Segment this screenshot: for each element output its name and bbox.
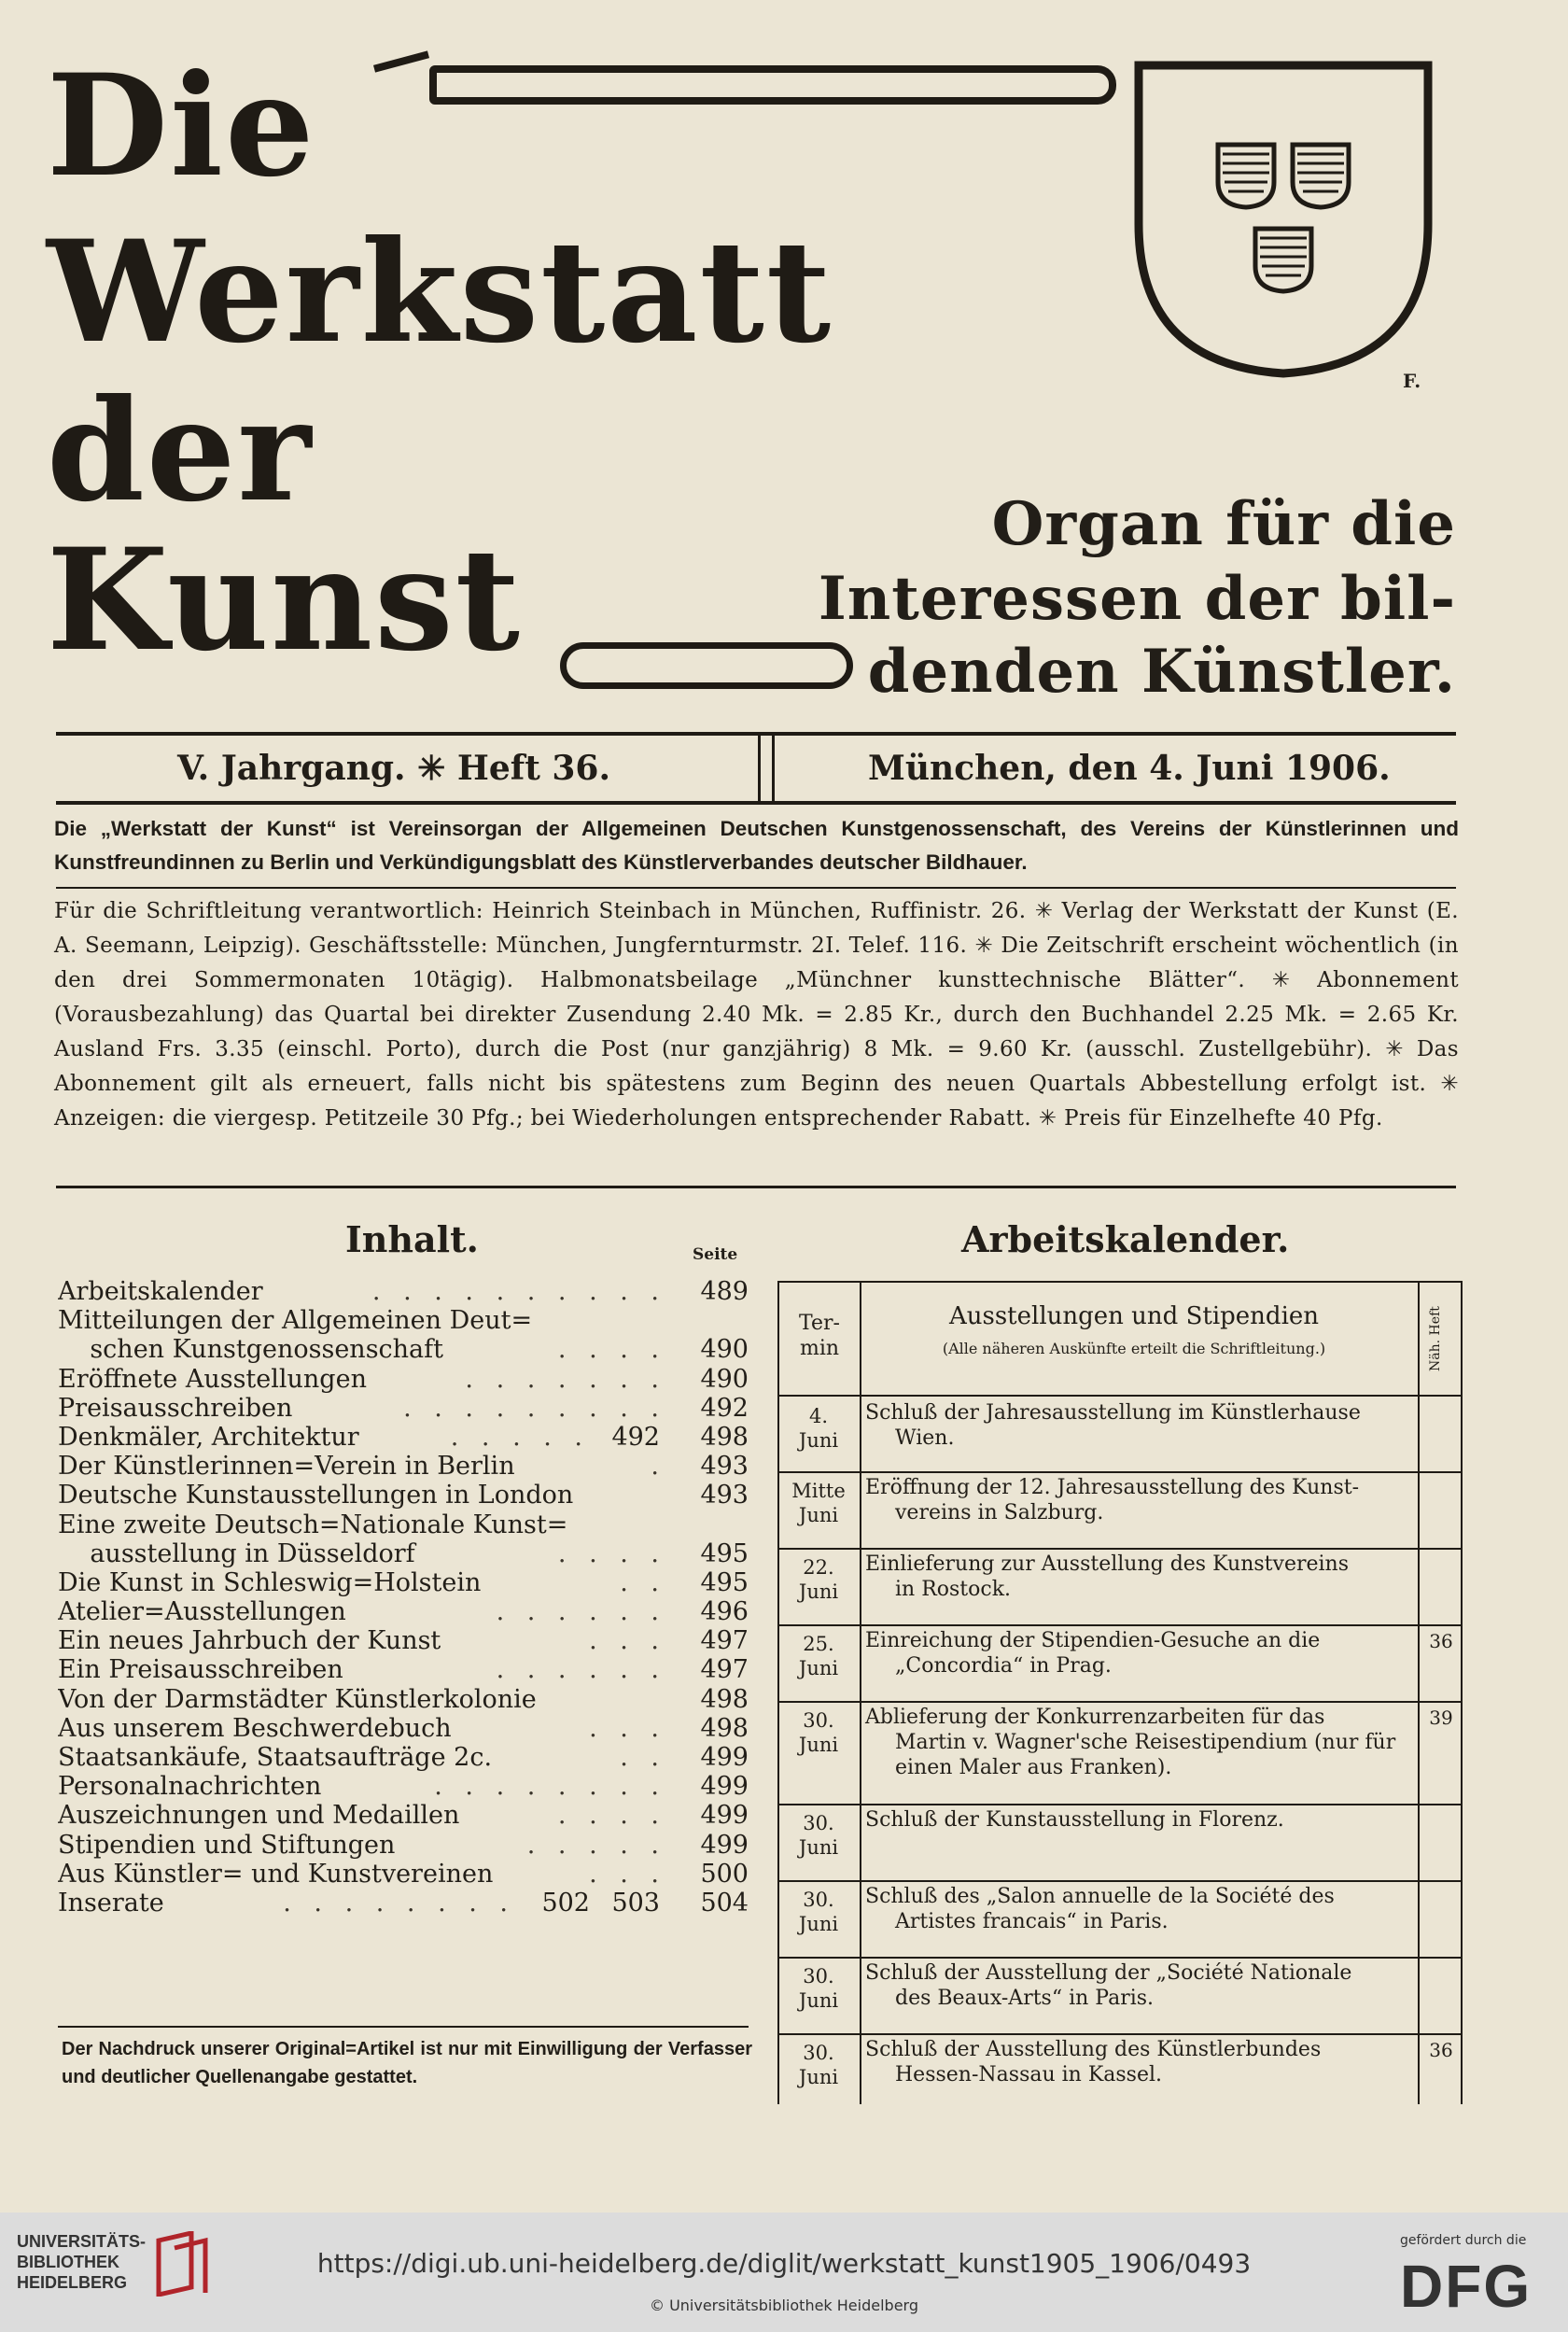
table-of-contents — [58, 1277, 749, 1918]
toc-title: Staatsankäufe, Staatsaufträge 2c. — [58, 1743, 493, 1772]
toc-leader-dots: . . . . . . — [496, 1655, 666, 1685]
calendar-entry-line: Schluß der Jahresausstellung im Künstlerhause — [865, 1401, 1361, 1425]
toc-title: Die Kunst in Schleswig=Holstein — [58, 1567, 482, 1597]
calendar-row — [779, 1957, 1461, 2035]
calendar-date: 30. Juni — [798, 1812, 839, 1859]
toc-page-number: 492 — [700, 1393, 749, 1423]
toc-page-number: 497 — [700, 1626, 749, 1656]
calendar-entry — [865, 1807, 1411, 1833]
divider-rule — [58, 2026, 749, 2028]
toc-title: Atelier=Ausstellungen — [58, 1597, 346, 1627]
toc-leader-dots: . . . — [589, 1859, 666, 1889]
toc-leader-dots: . — [651, 1452, 666, 1482]
calendar-date: 22. Juni — [798, 1556, 839, 1603]
toc-leader-dots: . . . . — [557, 1538, 666, 1568]
masthead-title-line-2: Werkstatt — [47, 210, 833, 374]
calendar-entry — [865, 1960, 1411, 2011]
calendar-col-note: (Alle näheren Auskünfte erteilt die Schriftleitung.) — [942, 1340, 1326, 1357]
toc-leader-dots: . . . . — [557, 1801, 666, 1831]
masthead-flourish-bottom — [560, 642, 853, 689]
toc-title: Aus Künstler= und Kunstvereinen — [58, 1859, 494, 1889]
toc-leader-dots: . . . . . . . . . . — [371, 1277, 666, 1306]
subtitle-line-3: denden Künstler. — [867, 637, 1456, 707]
calendar-entry-line: einen Maler aus Franken). — [895, 1756, 1172, 1779]
calendar-entry-line: Martin v. Wagner'sche Reisestipendium (nur für — [895, 1731, 1396, 1754]
toc-row — [58, 1394, 749, 1423]
toc-row — [58, 1423, 749, 1452]
imprint-text: Für die Schriftleitung verantwortlich: Heinrich Steinbach in München, Ruffinistr. 26. ✳ Verlag der Werkstatt der Kunst (E. A. Seemann, Leipzig). Geschäftsstelle: München, Jungfernturmstr. 2I. Telef. 116. ✳ Die Zeitschrift erscheint wöchentlich (in den drei Sommermonaten 10tägig). Halbmonatsbeilage „Münchner kunsttechnische Blätter“. ✳ Abonnement (Vorausbezahlung) das Quartal bei direkter Zusendung 2.40 Mk. = 2.85 Kr., durch den Buchhandel 2.25 Mk. = 2.65 Kr. Ausland Frs. 3.35 (einschl. Porto), durch die Post (nur ganzjährig) 8 Mk. = 9.60 Kr. (ausschl. Zustellgebühr). ✳ Das Abonnement gilt als erneuert, falls nicht bis spätestens zum Beginn des neuen Quartals Abbestellung erfolgt ist. ✳ Anzeigen: die viergesp. Petitzeile 30 Pfg.; bei Wiederholungen entsprechender Rabatt. ✳ Preis für Einzelhefte 40 Pfg. — [54, 899, 1459, 1131]
calendar-entry-line: Einreichung der Stipendien-Gesuche an die — [865, 1629, 1321, 1652]
toc-leader-dots: . . . . . . . . . — [403, 1393, 666, 1423]
issue-divider — [758, 736, 775, 801]
toc-row — [58, 1510, 749, 1539]
library-logo-text: UNIVERSITÄTS- BIBLIOTHEK HEIDELBERG — [17, 2232, 147, 2292]
reprint-notice: Der Nachdruck unserer Original=Artikel ist nur mit Einwilligung der Verfasser und deutlicher Quellenangabe gestattet. — [62, 2039, 752, 2087]
calendar-col-issue: Näh. Heft — [1428, 1306, 1443, 1371]
masthead-title-line-4: Kunst — [47, 518, 522, 682]
toc-row — [58, 1655, 749, 1684]
toc-page-number: 499 — [700, 1772, 749, 1802]
toc-leader-dots: . . — [620, 1743, 666, 1772]
contents-heading: Inhalt. — [345, 1218, 479, 1260]
calendar-issue-ref: 39 — [1429, 1707, 1453, 1729]
toc-title: ausstellung in Düsseldorf — [58, 1538, 415, 1568]
toc-row — [58, 1685, 749, 1714]
toc-page-number: 490 — [700, 1335, 749, 1365]
toc-row — [58, 1277, 749, 1306]
toc-row — [58, 1335, 749, 1364]
viewer-footer — [0, 2213, 1568, 2332]
calendar-entry-line: Artistes francais“ in Paris. — [895, 1910, 1169, 1933]
calendar-date: 30. Juni — [798, 2042, 839, 2088]
toc-page-extra: 503 — [611, 1888, 660, 1918]
calendar-row — [779, 1397, 1461, 1473]
toc-row — [58, 1568, 749, 1597]
toc-leader-dots: . . . . . . . . — [434, 1772, 666, 1802]
toc-row — [58, 1597, 749, 1626]
toc-leader-dots: . . . . . . . . — [283, 1888, 515, 1918]
toc-page-extra: 492 — [611, 1422, 660, 1452]
toc-page-number: 499 — [700, 1801, 749, 1831]
calendar-row — [779, 1701, 1461, 1805]
calendar-row — [779, 1624, 1461, 1703]
toc-title: Aus unserem Beschwerdebuch — [58, 1713, 452, 1743]
masthead-flourish-top — [429, 65, 1116, 105]
subtitle-line-1: Organ für die — [991, 489, 1456, 559]
coat-of-arms-shield-icon — [1129, 56, 1437, 383]
toc-row — [58, 1539, 749, 1568]
calendar-row — [779, 2033, 1461, 2108]
toc-title: Denkmäler, Architektur — [58, 1422, 359, 1452]
permalink-url[interactable]: https://digi.ub.uni-heidelberg.de/diglit/werkstatt_kunst1905_1906/0493 — [316, 2248, 1252, 2279]
toc-row — [58, 1481, 749, 1510]
toc-title: Eine zweite Deutsch=Nationale Kunst= — [58, 1510, 568, 1539]
calendar-entry-line: Ablieferung der Konkurrenzarbeiten für das — [865, 1706, 1325, 1729]
divider-rule — [56, 1186, 1456, 1188]
toc-page-number: 500 — [700, 1859, 749, 1889]
toc-row — [58, 1365, 749, 1394]
toc-leader-dots: . . . . . — [526, 1830, 666, 1860]
calendar-date: 25. Juni — [798, 1633, 839, 1679]
toc-title: Personalnachrichten — [58, 1772, 322, 1802]
toc-title: Deutsche Kunstausstellungen in London — [58, 1481, 574, 1510]
calendar-entry — [865, 1552, 1411, 1602]
calendar-entry — [865, 1475, 1411, 1525]
masthead-title-line-3: der — [47, 369, 314, 533]
toc-row — [58, 1306, 749, 1335]
toc-leader-dots: . . . — [589, 1713, 666, 1743]
divider-rule — [56, 887, 1456, 889]
page-column-label: Seite — [693, 1245, 738, 1264]
calendar-date: 30. Juni — [798, 1889, 839, 1935]
calendar-entry — [865, 1705, 1411, 1780]
masthead-title-line-1: Die — [47, 44, 316, 208]
toc-page-extra: 502 — [541, 1888, 590, 1918]
toc-page-number: 495 — [700, 1567, 749, 1597]
calendar-entry-line: des Beaux-Arts“ in Paris. — [895, 1987, 1155, 2010]
calendar-entry-line: Schluß der Ausstellung der „Société Nationale — [865, 1961, 1352, 1985]
calendar-heading: Arbeitskalender. — [961, 1218, 1290, 1260]
calendar-entry-line: Wien. — [895, 1426, 955, 1450]
calendar-entry — [865, 1628, 1411, 1679]
calendar-entry-line: Schluß des „Salon annuelle de la Société des — [865, 1885, 1335, 1908]
toc-page-number: 489 — [700, 1277, 749, 1306]
calendar-row — [779, 1548, 1461, 1626]
toc-leader-dots: . . — [620, 1567, 666, 1597]
calendar-row — [779, 1804, 1461, 1882]
calendar-entry-line: Schluß der Kunstausstellung in Florenz. — [865, 1808, 1284, 1832]
funding-label: gefördert durch die — [1400, 2233, 1527, 2248]
toc-page-number: 499 — [700, 1830, 749, 1860]
calendar-col-title — [863, 1301, 1405, 1364]
toc-page-number: 498 — [700, 1422, 749, 1452]
toc-title: Ein neues Jahrbuch der Kunst — [58, 1626, 441, 1656]
toc-leader-dots: . . . — [589, 1626, 666, 1656]
calendar-table — [777, 1281, 1463, 2104]
toc-page-number: 496 — [700, 1597, 749, 1627]
calendar-row — [779, 1880, 1461, 1959]
toc-row — [58, 1860, 749, 1889]
toc-page-number: 493 — [700, 1452, 749, 1482]
toc-leader-dots: . . . . . . — [496, 1597, 666, 1627]
toc-leader-dots: . . . . — [557, 1335, 666, 1365]
toc-title: Arbeitskalender — [58, 1277, 263, 1306]
toc-row — [58, 1743, 749, 1772]
calendar-date: 4. Juni — [798, 1405, 839, 1452]
association-notice: Die „Werkstatt der Kunst“ ist Vereinsorgan der Allgemeinen Deutschen Kunstgenossenschaft, des Vereins der Künstlerinnen und Kunstfreundinnen zu Berlin und Verkündigungsblatt des Künstlerverbandes deutscher Bildhauer. — [54, 817, 1459, 874]
dfg-logo: DFG — [1400, 2253, 1533, 2320]
subtitle-line-2: Interessen der bil- — [818, 564, 1456, 634]
calendar-date: 30. Juni — [798, 1965, 839, 2012]
issue-date: München, den 4. Juni 1906. — [868, 749, 1391, 788]
toc-row — [58, 1452, 749, 1481]
toc-title: Von der Darmstädter Künstlerkolonie — [58, 1684, 537, 1714]
toc-title: Inserate — [58, 1888, 164, 1918]
calendar-date: 30. Juni — [798, 1709, 839, 1756]
toc-title: Stipendien und Stiftungen — [58, 1830, 396, 1860]
library-logo-icon — [154, 2231, 210, 2297]
toc-row — [58, 1626, 749, 1655]
calendar-date: Mitte Juni — [791, 1480, 846, 1526]
copyright-text: © Universitätsbibliothek Heidelberg — [649, 2297, 918, 2314]
masthead-flourish-accent — [373, 50, 429, 72]
toc-page-number: 497 — [700, 1655, 749, 1685]
toc-leader-dots: . . . . . . . — [465, 1364, 666, 1394]
issue-bar — [56, 732, 1456, 805]
calendar-entry — [865, 1884, 1411, 1934]
toc-page-number: 499 — [700, 1743, 749, 1772]
toc-page-number: 504 — [700, 1888, 749, 1918]
toc-row — [58, 1772, 749, 1801]
toc-title: Auszeichnungen und Medaillen — [58, 1801, 460, 1831]
calendar-entry-line: vereins in Salzburg. — [895, 1501, 1104, 1524]
artist-monogram: F. — [1403, 370, 1421, 392]
calendar-entry — [865, 1400, 1411, 1451]
calendar-entry-line: Einlieferung zur Ausstellung des Kunstvereins — [865, 1552, 1349, 1576]
toc-row — [58, 1889, 749, 1918]
calendar-entry-line: Schluß der Ausstellung des Künstlerbundes — [865, 2038, 1322, 2061]
calendar-col-title-label: Ausstellungen und Stipendien — [948, 1302, 1320, 1330]
toc-title: Eröffnete Ausstellungen — [58, 1364, 367, 1394]
toc-title: Preisausschreiben — [58, 1393, 293, 1423]
toc-page-number: 498 — [700, 1713, 749, 1743]
toc-title: Ein Preisausschreiben — [58, 1655, 343, 1685]
calendar-header-row — [779, 1283, 1461, 1397]
toc-title: Der Künstlerinnen=Verein in Berlin — [58, 1452, 515, 1482]
calendar-row — [779, 1471, 1461, 1550]
calendar-entry-line: Eröffnung der 12. Jahresausstellung des Kunst- — [865, 1476, 1360, 1499]
toc-page-number: 490 — [700, 1364, 749, 1394]
calendar-issue-ref: 36 — [1429, 2039, 1453, 2061]
toc-title: schen Kunstgenossenschaft — [58, 1335, 444, 1365]
toc-row — [58, 1801, 749, 1830]
calendar-entry-line: Hessen-Nassau in Kassel. — [895, 2063, 1163, 2086]
toc-row — [58, 1831, 749, 1860]
calendar-issue-ref: 36 — [1429, 1630, 1453, 1652]
issue-volume: V. Jahrgang. ✳ Heft 36. — [177, 749, 611, 788]
toc-leader-dots: . . . . . — [450, 1422, 590, 1452]
toc-page-number: 498 — [700, 1684, 749, 1714]
calendar-entry — [865, 2037, 1411, 2087]
toc-page-number: 495 — [700, 1538, 749, 1568]
calendar-entry-line: in Rostock. — [895, 1578, 1012, 1601]
calendar-entry-line: „Concordia“ in Prag. — [895, 1654, 1112, 1678]
toc-title: Mitteilungen der Allgemeinen Deut= — [58, 1306, 533, 1336]
toc-row — [58, 1714, 749, 1743]
toc-page-number: 493 — [700, 1481, 749, 1510]
calendar-col-date: Ter- min — [799, 1312, 840, 1360]
